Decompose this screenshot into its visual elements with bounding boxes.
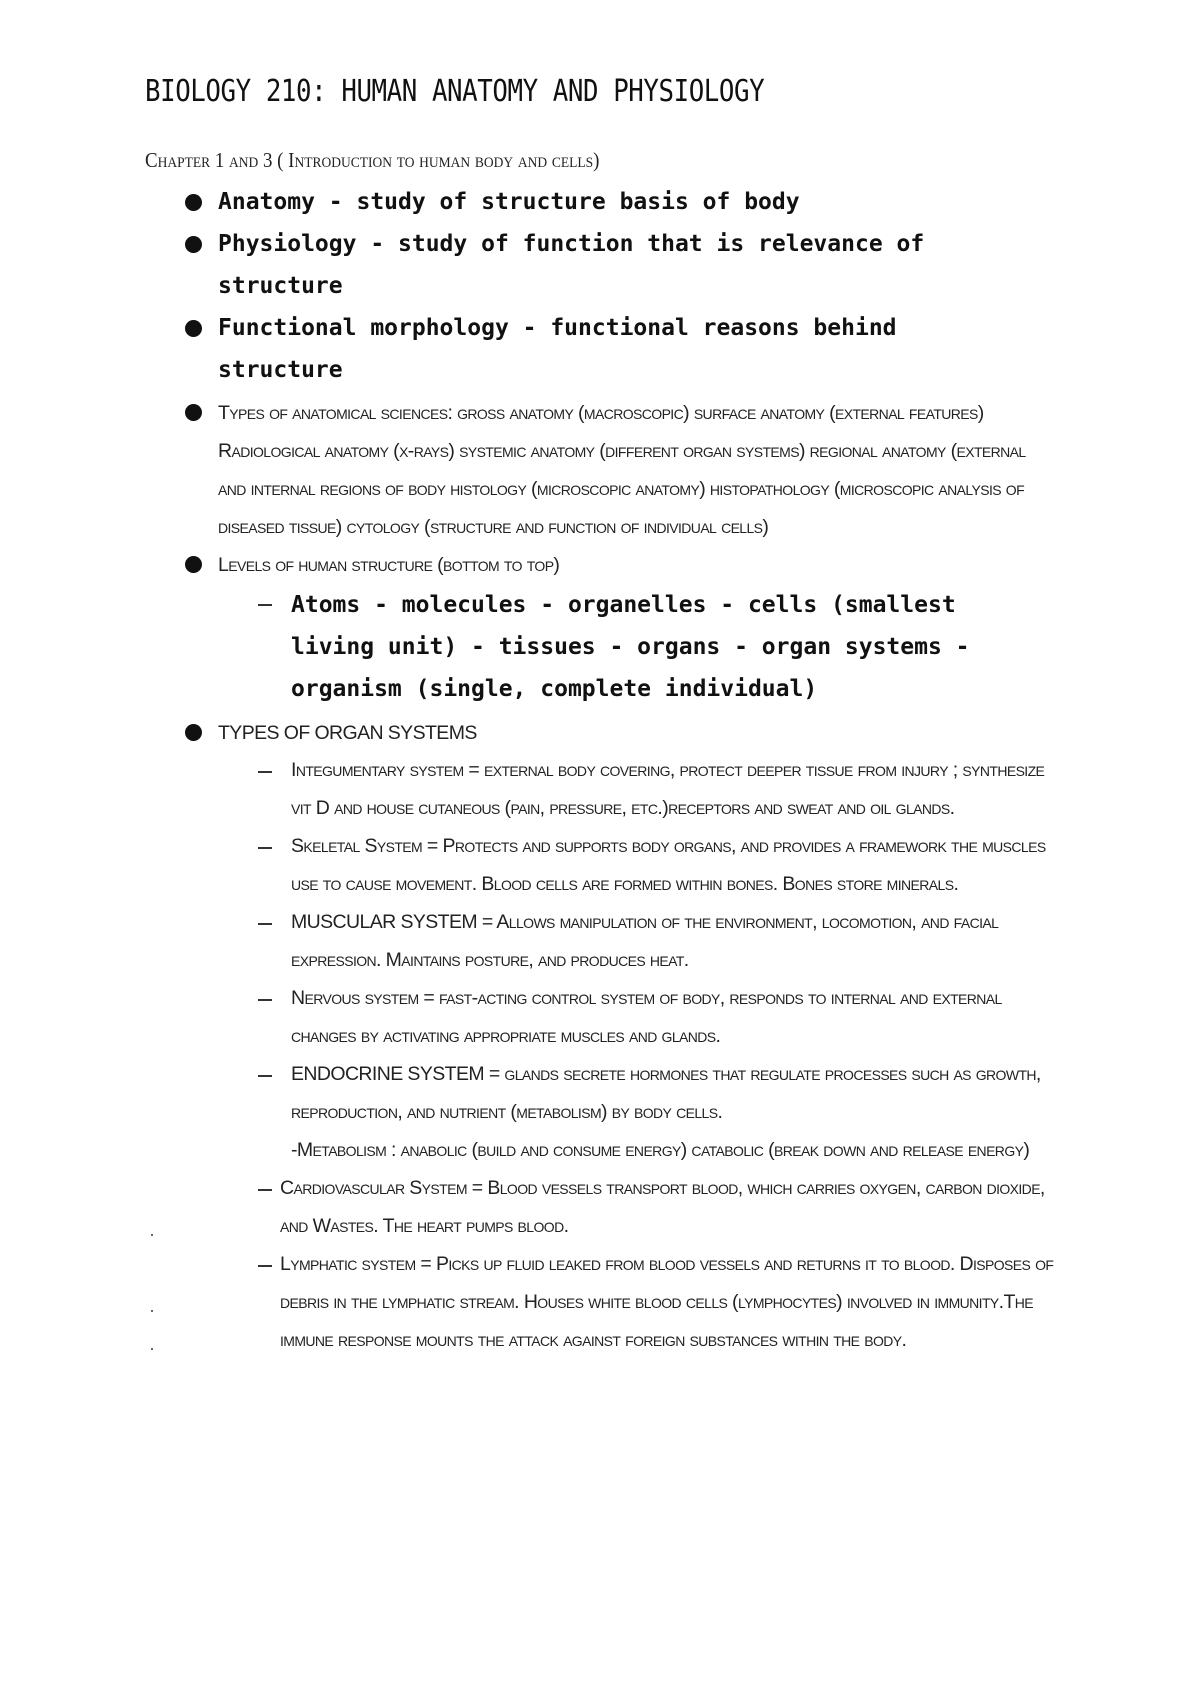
system-nervous: Nervous system = fast-acting control system of body, responds to internal and external changes by activating appropriate muscles and glands. xyxy=(291,987,1002,1047)
levels-detail: Atoms - molecules - organelles - cells (smallest living unit) - tissues - organs - organ systems - organism (single, complete individual) xyxy=(291,592,970,702)
chapter-subtitle: Chapter 1 and 3 ( Introduction to human body and cells) xyxy=(145,148,600,172)
dash-icon xyxy=(258,847,272,849)
system-cardiovascular: Cardiovascular System = Blood vessels transport blood, which carries oxygen, carbon dioxide, and Wastes. The heart pumps blood. xyxy=(280,1177,1045,1237)
bullet-organ-systems: TYPES OF ORGAN SYSTEMS xyxy=(218,722,477,744)
system-integumentary: Integumentary system = external body covering, protect deeper tissue from injury ; synthesize vit D and house cutaneous (pain, pressure, etc.)receptors and sweat and oil glands. xyxy=(291,759,1045,819)
bullet-anatomical-sciences: Types of anatomical sciences: gross anatomy (macroscopic) surface anatomy (external features) Radiological anatomy (x-rays) systemic anatomy (different organ systems) regional anatomy (external and internal regions of body histology (microscopic anatomy) histopathology (microscopic analysis of diseased tissue) cytology (structure and function of individual cells) xyxy=(218,402,1026,538)
dash-icon xyxy=(258,999,272,1001)
dash-icon xyxy=(258,1265,272,1267)
bullet-physiology: Physiology - study of function that is relevance of structure xyxy=(218,231,925,299)
bullet-dot-icon xyxy=(185,236,202,253)
bullet-dot-icon xyxy=(185,320,202,337)
system-lymphatic: Lymphatic system = Picks up fluid leaked from blood vessels and returns it to blood. Disposes of debris in the lymphatic stream. Houses white blood cells (lymphocytes) involved in immunity.The immune response mounts the attack against foreign substances within the body. xyxy=(280,1253,1054,1351)
bullet-dot-icon xyxy=(185,556,202,573)
bullet-functional-morphology: Functional morphology - functional reasons behind structure xyxy=(218,315,897,383)
bullet-levels: Levels of human structure (bottom to top) xyxy=(218,554,560,576)
system-endocrine: ENDOCRINE SYSTEM = glands secrete hormones that regulate processes such as growth, reproduction, and nutrient (metabolism) by body cells. xyxy=(291,1063,1041,1123)
bullet-dot-icon xyxy=(185,194,202,211)
metabolism-note: -Metabolism : anabolic (build and consume energy) catabolic (break down and release energy) xyxy=(291,1139,1030,1161)
dash-icon xyxy=(258,1075,272,1077)
bullet-dot-icon xyxy=(185,724,202,741)
bullet-anatomy: Anatomy - study of structure basis of body xyxy=(218,189,800,215)
dash-icon xyxy=(258,923,272,925)
margin-dot-icon xyxy=(151,1348,153,1350)
margin-dot-icon xyxy=(151,1234,153,1236)
dash-icon xyxy=(258,771,272,773)
bullet-dot-icon xyxy=(185,404,202,421)
system-muscular: MUSCULAR SYSTEM = Allows manipulation of the environment, locomotion, and facial expression. Maintains posture, and produces heat. xyxy=(291,911,999,971)
page-title: BIOLOGY 210: HUMAN ANATOMY AND PHYSIOLOGY xyxy=(145,74,765,109)
margin-dot-icon xyxy=(151,1310,153,1312)
system-skeletal: Skeletal System = Protects and supports body organs, and provides a framework the muscles use to cause movement. Blood cells are formed within bones. Bones store minerals. xyxy=(291,835,1046,895)
dash-icon xyxy=(258,604,272,606)
dash-icon xyxy=(258,1189,272,1191)
